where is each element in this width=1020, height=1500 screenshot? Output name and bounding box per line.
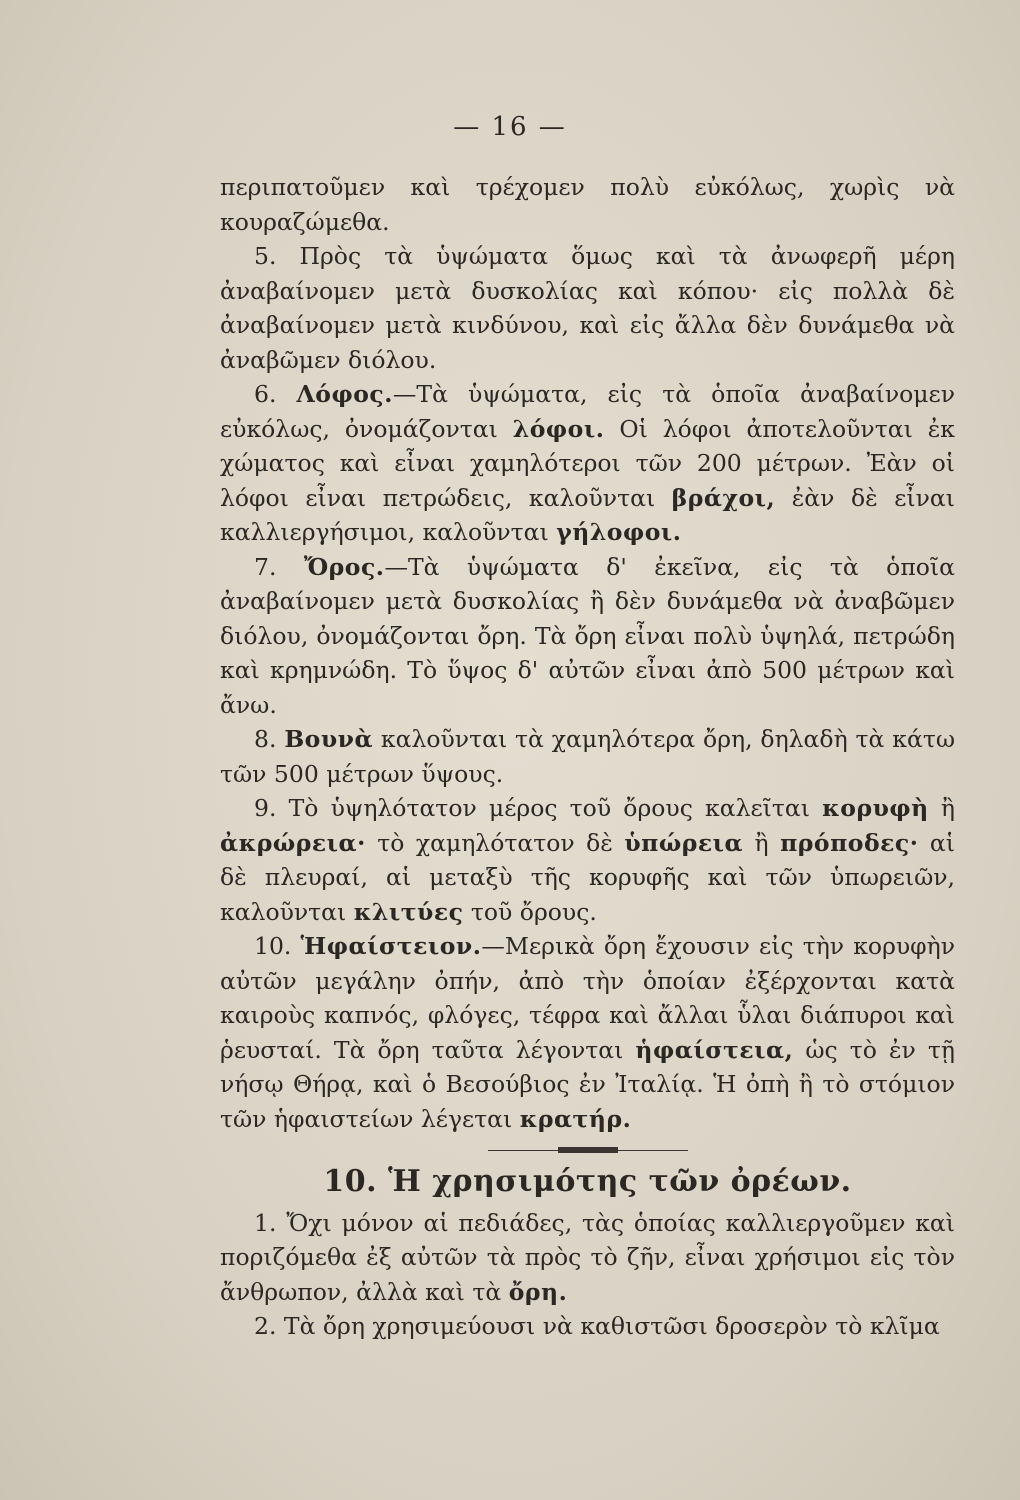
paragraph-text: ὡς τὸ ἐν τῇ νήσῳ Θήρᾳ, καὶ ὁ Βεσούβιος ἐν Ἰταλίᾳ. Ἡ ὀπὴ ἢ τὸ στόμιον τῶν ἡφαιστείων λέγεται: [220, 1035, 955, 1133]
paragraph-text: περιπατοῦμεν καὶ τρέχομεν πολὺ εὐκόλως, χωρὶς νὰ κουραζώμεθα.: [220, 173, 955, 236]
paragraph-text: Τὰ ὄρη χρησιμεύουσι νὰ καθιστῶσι δροσερὸν τὸ κλῖμα: [276, 1312, 940, 1340]
paragraph-text: ἢ: [743, 828, 781, 857]
paragraph-number: 6.: [254, 380, 277, 408]
paragraph-number: 5.: [254, 242, 277, 270]
section-heading: 10. Ἡ χρησιμότης τῶν ὀρέων.: [323, 1164, 852, 1199]
term-ori: ὄρη.: [508, 1277, 568, 1306]
term-vouna: Βουνὰ: [284, 725, 374, 753]
paragraph-text: Ὄχι μόνον αἱ πεδιάδες, τὰς ὁποίας καλλιεργοῦμεν καὶ ποριζόμεθα ἐξ αὐτῶν τὰ πρὸς τὸ ζῆν, εἶναι χρήσιμοι εἰς τὸν ἄνθρωπον, ἀλλὰ καὶ τὰ: [220, 1208, 955, 1306]
paragraph-10: [220, 929, 955, 1136]
term-akroreia: ἀκρώρεια·: [220, 828, 366, 857]
term-vrachoi: βράχοι,: [671, 483, 776, 512]
term-lofos: Λόφος.: [296, 380, 393, 408]
term-kratir: κρατήρ.: [519, 1104, 632, 1133]
paragraph-text: —Τὰ ὑψώματα δ' ἐκεῖνα, εἰς τὰ ὁποῖα ἀναβαίνομεν μετὰ δυσκολίας ἢ δὲν δυνάμεθα νὰ ἀναβῶμεν διόλου, ὀνομάζονται ὄρη. Τὰ ὄρη εἶναι πολὺ ὑψηλά, πετρώδη καὶ κρημνώδη. Τὸ ὕψος δ' αὐτῶν εἶναι ἀπὸ 500 μέτρων καὶ ἄνω.: [220, 552, 955, 719]
paragraph-text: τοῦ ὄρους.: [463, 897, 597, 926]
paragraph-9: [220, 791, 955, 929]
term-ifaisteia: ἡφαίστεια,: [635, 1035, 794, 1064]
paragraph-number: 2.: [254, 1312, 277, 1340]
paragraph-number: 7.: [254, 552, 277, 581]
page-body: [220, 170, 955, 1344]
paragraph-text: Πρὸς τὰ ὑψώματα ὅμως καὶ τὰ ἀνωφερῆ μέρη ἀναβαίνομεν μετὰ δυσκολίας καὶ κόπου· εἰς πολλὰ δὲ ἀναβαίνομεν μετὰ κινδύνου, καὶ εἰς ἄλλα δὲν δυνάμεθα νὰ ἀναβῶμεν διόλου.: [220, 242, 955, 374]
paragraph-text: ἐὰν δὲ εἶναι καλλιεργήσιμοι, καλοῦνται: [220, 483, 955, 546]
paragraph-number: 9.: [254, 794, 277, 822]
paragraph-number: 1.: [254, 1208, 277, 1237]
paragraph-7: [220, 550, 955, 723]
section-paragraph-1: [220, 1206, 955, 1310]
term-oros: Ὄρος.: [303, 552, 385, 581]
term-koryfi: κορυφὴ: [822, 794, 929, 822]
paragraph-text: ἢ: [928, 794, 955, 822]
term-ypoureia: ὑπώρεια: [624, 828, 744, 857]
paragraph-text: Τὸ ὑψηλότατον μέρος τοῦ ὄρους καλεῖται: [276, 794, 823, 822]
paragraph-5: [220, 239, 955, 377]
section-divider: [488, 1150, 688, 1151]
paragraph-6: [220, 377, 955, 550]
term-klityes: κλιτύες: [353, 897, 464, 926]
page-number: — 16 —: [453, 112, 567, 142]
term-lofoi: λόφοι.: [512, 414, 605, 443]
paragraph-text: Οἱ λόφοι ἀποτελοῦνται ἐκ χώματος καὶ εἶναι χαμηλότεροι τῶν 200 μέτρων. Ἐὰν οἱ λόφοι εἶναι πετρώδεις, καλοῦνται: [220, 414, 955, 512]
paragraph-text: —Μερικὰ ὄρη ἔχουσιν εἰς τὴν κορυφὴν αὐτῶν μεγάλην ὀπήν, ἀπὸ τὴν ὁποίαν ἐξέρχονται κατὰ καιροὺς καπνός, φλόγες, τέφρα καὶ ἄλλαι ὗλαι διάπυροι καὶ ῥευσταί. Τὰ ὄρη ταῦτα λέγονται: [220, 932, 955, 1064]
term-propodes: πρόποδες·: [780, 828, 919, 857]
paragraph-text: τὸ χαμηλότατον δὲ: [365, 828, 625, 857]
section-paragraph-2: [220, 1309, 955, 1344]
term-gilofoi: γήλοφοι.: [556, 518, 682, 546]
paragraph-text: καλοῦνται τὰ χαμηλότερα ὄρη, δηλαδὴ τὰ κάτω τῶν 500 μέτρων ὕψους.: [220, 725, 955, 788]
paragraph-number: 10.: [254, 932, 292, 960]
paragraph-number: 8.: [254, 725, 277, 753]
paragraph-text: —Τὰ ὑψώματα, εἰς τὰ ὁποῖα ἀναβαίνομεν εὐκόλως, ὀνομάζονται: [220, 380, 955, 443]
paragraph-continued: [220, 170, 955, 239]
paragraph-8: [220, 722, 955, 791]
term-ifaisteion: Ἡφαίστειον.: [300, 932, 482, 960]
paragraph-text: αἱ δὲ πλευραί, αἱ μεταξὺ τῆς κορυφῆς καὶ τῶν ὑπωρειῶν, καλοῦνται: [220, 828, 955, 926]
